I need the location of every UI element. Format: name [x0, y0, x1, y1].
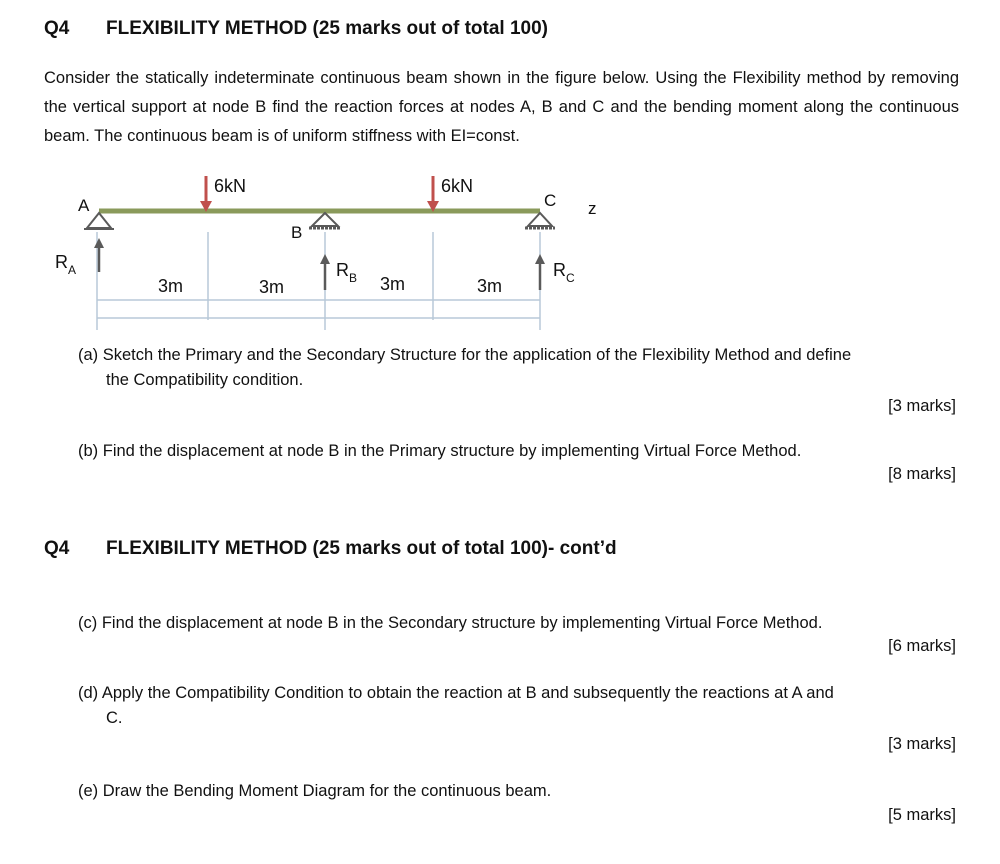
load-arrow-2: [427, 176, 439, 212]
reaction-arrow-b: [320, 254, 330, 290]
part-b-marks: [8 marks]: [888, 465, 956, 483]
part-e: (e) Draw the Bending Moment Diagram for the continuous beam.: [78, 782, 552, 800]
reaction-arrow-c: [535, 254, 545, 290]
node-c-label: C: [544, 191, 557, 210]
load-label-1: 6kN: [214, 176, 247, 196]
part-c-marks: [6 marks]: [888, 637, 956, 655]
part-d-line-2: C.: [106, 709, 123, 727]
node-b-label: B: [291, 223, 303, 242]
dim-label-2: 3m: [259, 277, 285, 297]
part-d: [78, 681, 834, 731]
part-a: [78, 343, 851, 393]
question-number-cont: Q4: [44, 538, 70, 559]
part-d-marks: [3 marks]: [888, 735, 956, 753]
part-c: (c) Find the displacement at node B in the Secondary structure by implementing Virtual Force Method.: [78, 614, 823, 632]
question-title: FLEXIBILITY METHOD (25 marks out of total 100): [106, 18, 548, 39]
part-a-line-2: the Compatibility condition.: [106, 371, 304, 389]
part-a-line-1: (a) Sketch the Primary and the Secondary Structure for the application of the Flexibility Method and define: [78, 346, 852, 364]
support-a: [84, 213, 114, 229]
z-axis-label: z: [588, 199, 597, 218]
reaction-b-label: $R_B$: [336, 260, 358, 285]
support-b: [309, 213, 341, 228]
reaction-arrow-a: [94, 238, 104, 272]
reaction-a-label: $R_A$: [55, 252, 77, 277]
intro-paragraph: Consider the statically indeterminate continuous beam shown in the figure below. Using the Flexibility method by removing the vertical support at node B find the reaction forces at nodes A, B and C and the bending moment along the continuous beam. The continuous beam is of uniform stiffness with EI=const.: [44, 69, 959, 145]
question-number: Q4: [44, 18, 70, 39]
question-title-cont: FLEXIBILITY METHOD (25 marks out of total 100)- cont’d: [106, 538, 617, 559]
load-label-2: 6kN: [441, 176, 474, 196]
dim-label-3: 3m: [380, 274, 406, 294]
dim-label-4: 3m: [477, 276, 503, 296]
support-c: [525, 213, 555, 228]
part-e-marks: [5 marks]: [888, 806, 956, 824]
load-arrow-1: [200, 176, 212, 212]
dim-label-1: 3m: [158, 276, 184, 296]
node-a-label: A: [78, 196, 90, 215]
beam-figure: [0, 0, 1000, 340]
part-d-line-1: (d) Apply the Compatibility Condition to obtain the reaction at B and subsequently the reactions at A and: [78, 684, 834, 702]
part-b: (b) Find the displacement at node B in the Primary structure by implementing Virtual Force Method.: [78, 442, 802, 460]
part-a-marks: [3 marks]: [888, 397, 956, 415]
reaction-c-label: $R_C$: [553, 260, 575, 285]
